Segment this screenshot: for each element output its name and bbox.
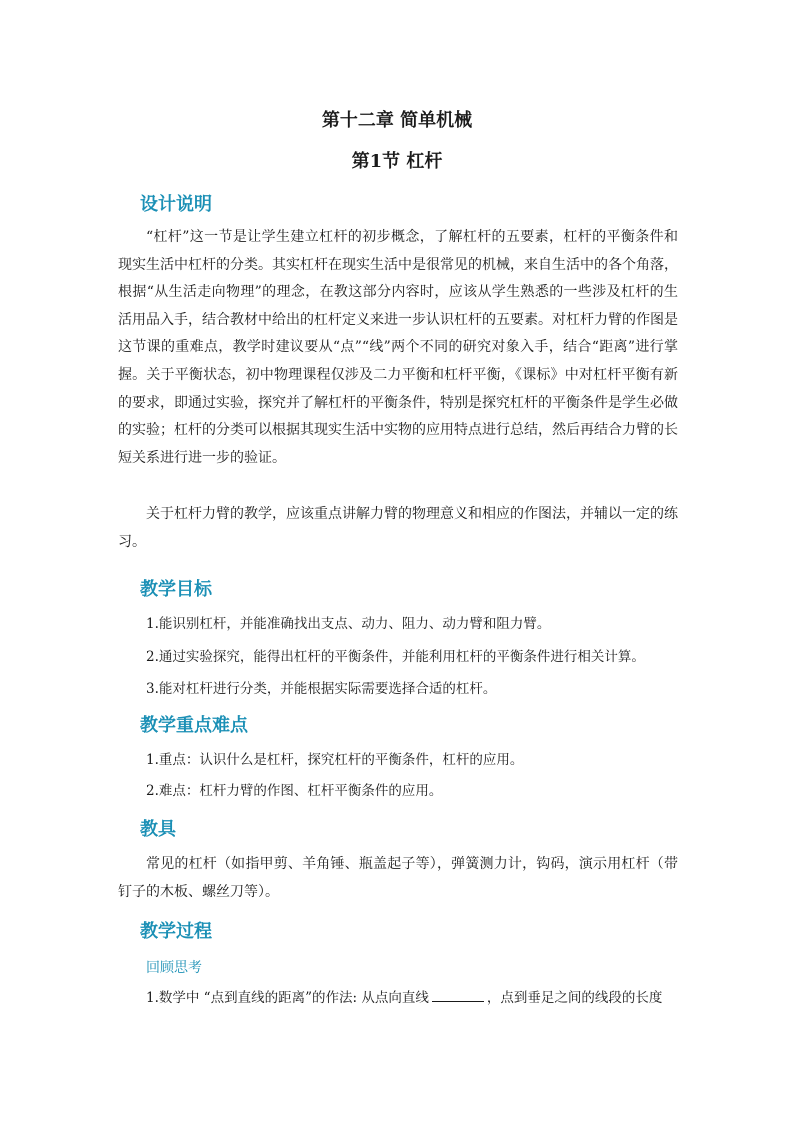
process-heading: 教学过程 (140, 921, 212, 942)
goal-item-1: 1.能识别杠杆，并能准确找出支点、动力、阻力、动力臂和阻力臂。 (146, 616, 551, 632)
question-text-before: 1.数学中 “点到直线的距离”的作法: 从点向直线 (146, 990, 429, 1006)
answer-blank (432, 988, 484, 1002)
key-points-heading: 教学重点难点 (140, 715, 248, 736)
tools-heading: 教具 (140, 819, 176, 840)
design-heading: 设计说明 (140, 194, 212, 215)
goals-heading: 教学目标 (140, 579, 212, 600)
section-title: 第1节 杠杆 (351, 151, 443, 172)
key-point-item-1: 1.重点：认识什么是杠杆，探究杠杆的平衡条件，杠杆的应用。 (146, 752, 524, 768)
design-paragraph-1: “杠杆”这一节是让学生建立杠杆的初步概念，了解杠杆的五要素，杠杆的平衡条件和现实生活中杠杆的分类。其实杠杆在现实生活中是很常见的机械，来自生活中的各个角落，根据“从生活走向物理”的理念，在教这部分内容时，应该从学生熟悉的一些涉及杠杆的生活用品入手，结合教材中给出的杠杆定义来进一步认识杠杆的五要素。对杠杆力臂的作图是这节课的重难点，教学时建议要从“点”“线”两个不同的研究对象入手，结合“距离”进行掌握。关于平衡状态，初中物理课程仅涉及二力平衡和杠杆平衡，《课标》中对杠杆平衡有新的要求，即通过实验，探究并了解杠杆的平衡条件，特别是探究杠杆的平衡条件是学生必做的实验；杠杆的分类可以根据其现实生活中实物的应用特点进行总结，然后再结合力臂的长短关系进行进一步的验证。 (118, 229, 678, 466)
chapter-title: 第十二章 简单机械 (321, 110, 473, 131)
review-subheading: 回顾思考 (146, 960, 202, 976)
key-point-item-2: 2.难点：杠杆力臂的作图、杠杆平衡条件的应用。 (146, 783, 443, 799)
goal-item-3: 3.能对杠杆进行分类，并能根据实际需要选择合适的杠杆。 (146, 681, 497, 697)
question-text-after: ，点到垂足之间的线段的长度 (486, 990, 663, 1006)
review-question-1 (146, 986, 662, 1006)
tools-paragraph: 常见的杠杆（如指甲剪、羊角锤、瓶盖起子等），弹簧测力计，钩码，演示用杠杆（带钉子的木板、螺丝刀等）。 (118, 856, 678, 900)
design-paragraph-2: 关于杠杆力臂的教学，应该重点讲解力臂的物理意义和相应的作图法，并辅以一定的练习。 (118, 506, 678, 550)
goal-item-2: 2.通过实验探究，能得出杠杆的平衡条件，并能利用杠杆的平衡条件进行相关计算。 (146, 649, 645, 665)
